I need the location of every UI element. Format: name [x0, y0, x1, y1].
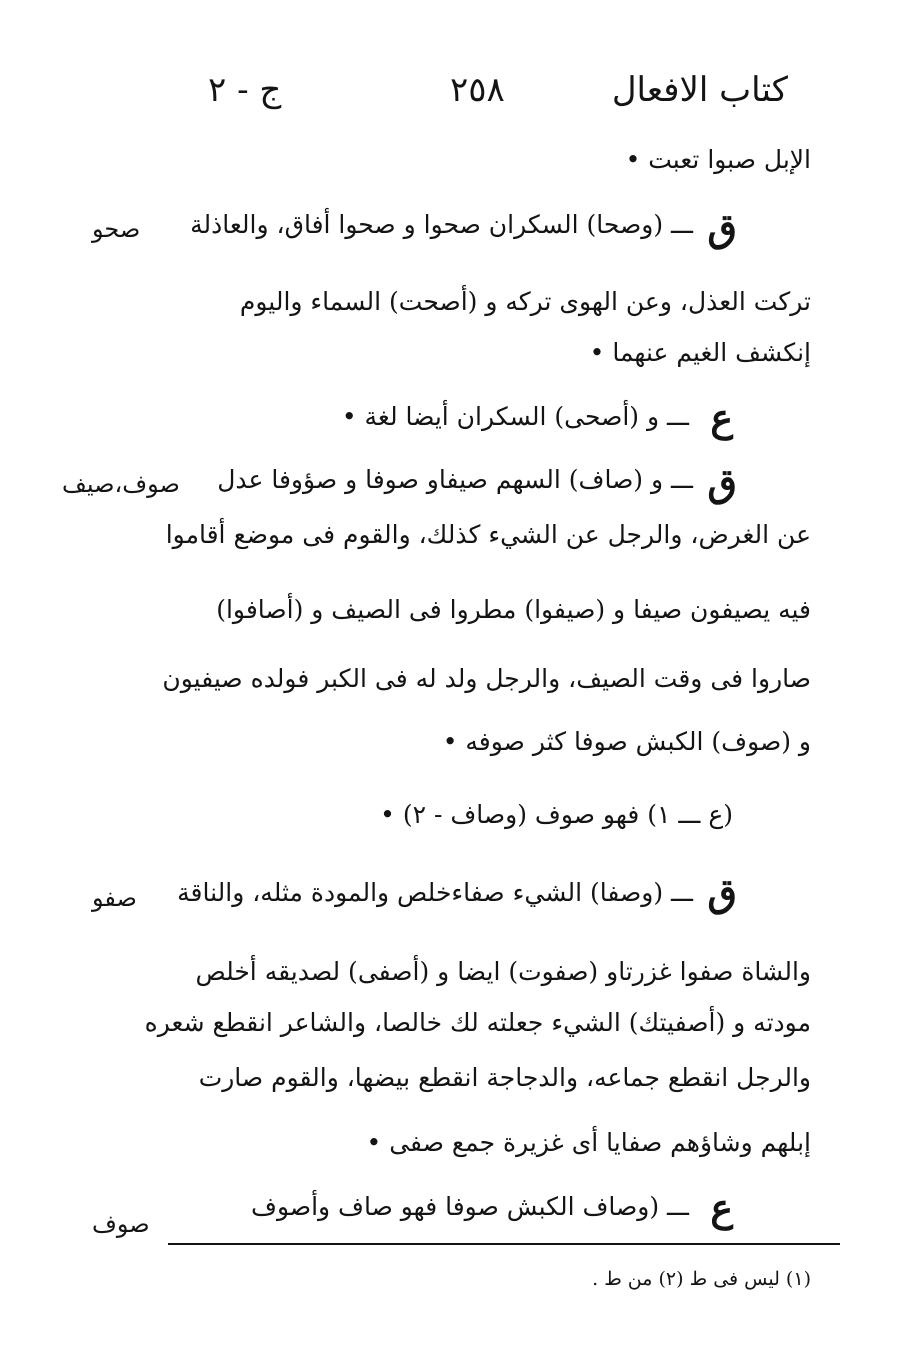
text-line-7: عن الغرض، والرجل عن الشيء كذلك، والقوم فى موضع أقاموا: [165, 520, 811, 549]
text-line-5: ـــ و (أصحى) السكران أيضا لغة •: [341, 402, 689, 431]
volume-label: ج - ٢: [208, 70, 282, 110]
text-line-3: تركت العذل، وعن الهوى تركه و (أصحت) السماء واليوم: [239, 287, 811, 316]
text-line-13: والشاة صفوا غزرتاو (صفوت) ايضا و (أصفى) لصديقه أخلص: [195, 957, 811, 986]
entry-marker-ayn-1: ع: [710, 395, 733, 440]
entry-marker-qaf-1: ق: [707, 205, 737, 250]
footnote-divider: [168, 1243, 840, 1245]
text-line-2: ـــ (وصحا) السكران صحوا و صحوا أفاق، والعاذلة: [190, 210, 693, 239]
entry-marker-qaf-3: ق: [707, 870, 737, 915]
footnote: (١) ليس فى ط (٢) من ط .: [592, 1268, 811, 1290]
text-line-9: صاروا فى وقت الصيف، والرجل ولد له فى الكبر فولده صيفيون: [162, 664, 811, 693]
text-line-10: و (صوف) الكبش صوفا كثر صوفه •: [442, 727, 811, 756]
text-line-11: (ع ـــ ١) فهو صوف (وصاف - ٢) •: [380, 800, 733, 829]
text-line-15: والرجل انقطع جماعه، والدجاجة انقطع بيضها، والقوم صارت: [198, 1063, 811, 1092]
entry-marker-ayn-2: ع: [710, 1185, 733, 1230]
page-number: ٢٥٨: [450, 70, 505, 110]
text-line-4: إنكشف الغيم عنهما •: [589, 338, 811, 367]
margin-note-sahw: صحو: [92, 215, 141, 243]
margin-note-sawf: صوف: [92, 1210, 150, 1238]
book-title: كتاب الافعال: [611, 70, 788, 110]
text-line-8: فيه يصيفون صيفا و (صيفوا) مطروا فى الصيف و (أصافوا): [216, 595, 811, 624]
margin-note-sawf-sayf: صوف،صيف: [62, 470, 180, 498]
text-line-6: ـــ و (صاف) السهم صيفاو صوفا و صؤوفا عدل: [217, 465, 693, 494]
text-line-17: ـــ (وصاف الكبش صوفا فهو صاف وأصوف: [251, 1192, 689, 1221]
text-line-1: الإبل صبوا تعبت •: [625, 145, 811, 174]
entry-marker-qaf-2: ق: [707, 460, 737, 505]
text-line-16: إبلهم وشاؤهم صفايا أى غزيرة جمع صفى •: [366, 1128, 811, 1157]
margin-note-safw: صفو: [92, 884, 137, 912]
text-line-12: ـــ (وصفا) الشيء صفاءخلص والمودة مثله، والناقة: [177, 878, 693, 907]
text-line-14: مودته و (أصفيتك) الشيء جعلته لك خالصا، والشاعر انقطع شعره: [144, 1008, 811, 1037]
